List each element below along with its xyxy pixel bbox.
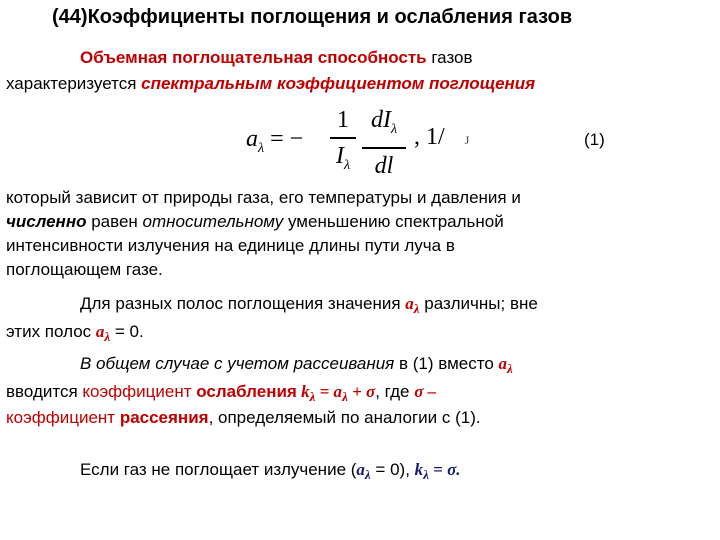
intro-line-1 [80, 48, 473, 68]
intro-text: газов [426, 48, 473, 67]
formula-lhs [246, 126, 303, 157]
formula-units: , 1/ J [414, 124, 470, 150]
body-line: коэффициент рассеяния, определяемый по аналогии с (1). [6, 408, 481, 427]
formula-subscript: λ [258, 141, 265, 156]
body-line: этих полос $a_\lambda = 0$. [6, 322, 144, 344]
intro-text: характеризуется [6, 74, 142, 93]
equation-number: (1) [584, 130, 605, 149]
body-line: Для разных полос поглощения значения $a_\lambda$ различны; вне [80, 294, 538, 316]
slide-title: (44)Коэффициенты поглощения и ослабления газов [52, 6, 573, 28]
intro-line-2 [6, 74, 535, 94]
fraction-bar [362, 147, 406, 149]
body-line: численно равен относительному уменьшению спектральной [6, 212, 504, 231]
intro-term-red: Объемная поглощательная способность [80, 48, 427, 67]
body-line: В общем случае с учетом рассеивания в (1) вместо $a_\lambda$ [80, 354, 513, 376]
formula-symbol: a [246, 126, 258, 152]
body-line: интенсивности излучения на единице длины пути луча в [6, 236, 455, 255]
formula-fraction-1 [330, 104, 356, 182]
spectral-coefficient-term: спектральным коэффициентом поглощения [141, 74, 536, 93]
body-line: Если газ не поглощает излучение $(a_\lambda = 0)$, $k_\lambda = \sigma$. [80, 460, 461, 482]
body-line: вводится коэффициент ослабления $k_\lambda = a_\lambda + \sigma$, где σ – [6, 382, 437, 404]
body-line: поглощающем газе. [6, 260, 163, 279]
fraction-denominator: $I_\lambda$ [335, 142, 351, 173]
fraction-numerator: $dI_\lambda$ [370, 107, 398, 137]
formula-fraction-2 [362, 104, 406, 182]
fraction-numerator: 1 [337, 107, 349, 133]
fraction-bar [330, 137, 356, 139]
formula-equals: = − [264, 126, 304, 152]
body-line: который зависит от природы газа, его температуры и давления и [6, 188, 521, 207]
fraction-denominator: dl [374, 152, 394, 179]
